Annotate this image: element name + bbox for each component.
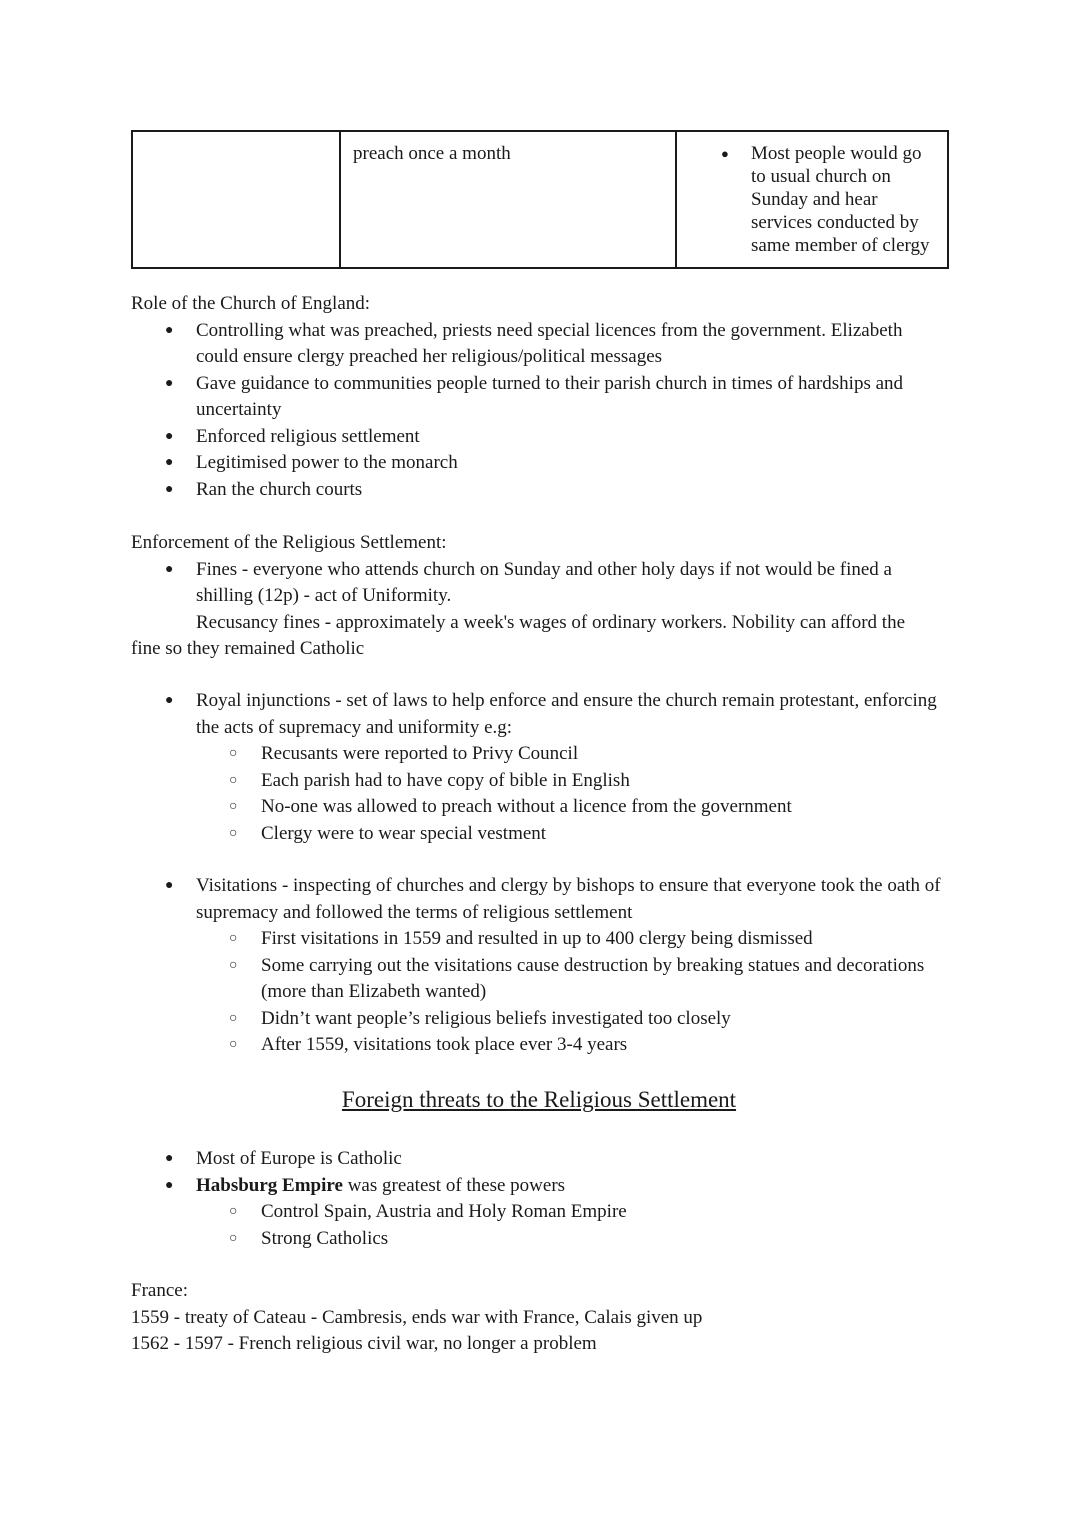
fines-list	[131, 557, 947, 610]
visitations-section	[131, 873, 947, 1059]
list-item: ○ After 1559, visitations took place ever 3-4 years	[131, 1032, 947, 1059]
visitations-list	[131, 873, 947, 926]
table-cell-3	[676, 131, 948, 268]
list-item	[131, 1173, 947, 1200]
france-section	[131, 1278, 947, 1358]
table-cell-3-text: ● Most people would go to usual church on Sunday and hear services conducted by same member of clergy	[689, 142, 935, 257]
summary-table	[131, 130, 949, 269]
list-item: ○ Each parish had to have copy of bible in English	[131, 768, 947, 795]
list-item: ○ Control Spain, Austria and Holy Roman Empire	[131, 1199, 947, 1226]
list-item: ○ Strong Catholics	[131, 1226, 947, 1253]
role-heading: Role of the Church of England:	[131, 293, 371, 314]
list-item: ● Ran the church courts	[131, 477, 947, 504]
table-cell-2: preach once a month	[340, 131, 676, 268]
table-cell-1	[132, 131, 340, 268]
fines-item: ● Fines - everyone who attends church on Sunday and other holy days if not would be fined a shilling (12p) - act of Uniformity.	[131, 557, 947, 610]
list-item: ○ Didn’t want people’s religious beliefs investigated too closely	[131, 1006, 947, 1033]
role-section	[131, 291, 947, 503]
france-heading: France:	[131, 1280, 188, 1301]
injunctions-text: Royal injunctions - set of laws to help enforce and ensure the church remain protestant, enforcing the acts of supremacy and uniformity e.g:	[196, 690, 937, 738]
list-item: ● Legitimised power to the monarch	[131, 450, 947, 477]
table-row	[132, 131, 948, 268]
injunctions-section	[131, 688, 947, 847]
france-line: 1562 - 1597 - French religious civil war, no longer a problem	[131, 1333, 597, 1354]
enforcement-section	[131, 530, 947, 663]
list-item: ○ No-one was allowed to preach without a licence from the government	[131, 794, 947, 821]
list-item: ● Controlling what was preached, priests need special licences from the government. Elizabeth could ensure clergy preached her religious/political messages	[131, 318, 947, 371]
habsburg-sublist	[131, 1199, 947, 1252]
injunctions-list	[131, 688, 947, 741]
foreign-section	[131, 1146, 947, 1252]
habsburg-bold: Habsburg Empire	[196, 1174, 343, 1196]
foreign-list	[131, 1146, 947, 1199]
list-item: ● Enforced religious settlement	[131, 424, 947, 451]
habsburg-rest: was greatest of these powers	[342, 1174, 566, 1196]
foreign-threats-title: Foreign threats to the Religious Settlement	[341, 1087, 737, 1112]
list-item: ○ First visitations in 1559 and resulted in up to 400 clergy being dismissed	[131, 926, 947, 953]
france-line: 1559 - treaty of Cateau - Cambresis, ends war with France, Calais given up	[131, 1306, 703, 1328]
recusancy-line-1: Recusancy fines - approximately a week's wages of ordinary workers. Nobility can afford the	[196, 611, 906, 633]
role-list	[131, 318, 947, 504]
enforcement-heading: Enforcement of the Religious Settlement:	[131, 532, 447, 553]
visitations-item	[131, 873, 947, 926]
injunctions-item	[131, 688, 947, 741]
recusancy-line-2: fine so they remained Catholic	[131, 638, 365, 659]
list-item: ● Most of Europe is Catholic	[131, 1146, 947, 1173]
list-item: ○ Recusants were reported to Privy Council	[131, 741, 947, 768]
injunctions-sublist	[131, 741, 947, 847]
list-item: ● Gave guidance to communities people turned to their parish church in times of hardships and uncertainty	[131, 371, 947, 424]
visitations-text: Visitations - inspecting of churches and clergy by bishops to ensure that everyone took the oath of supremacy and followed the terms of religious settlement	[196, 875, 941, 923]
list-item: ○ Clergy were to wear special vestment	[131, 821, 947, 848]
visitations-sublist	[131, 926, 947, 1059]
list-item: ○ Some carrying out the visitations cause destruction by breaking statues and decorations (more than Elizabeth wanted)	[131, 953, 947, 1006]
